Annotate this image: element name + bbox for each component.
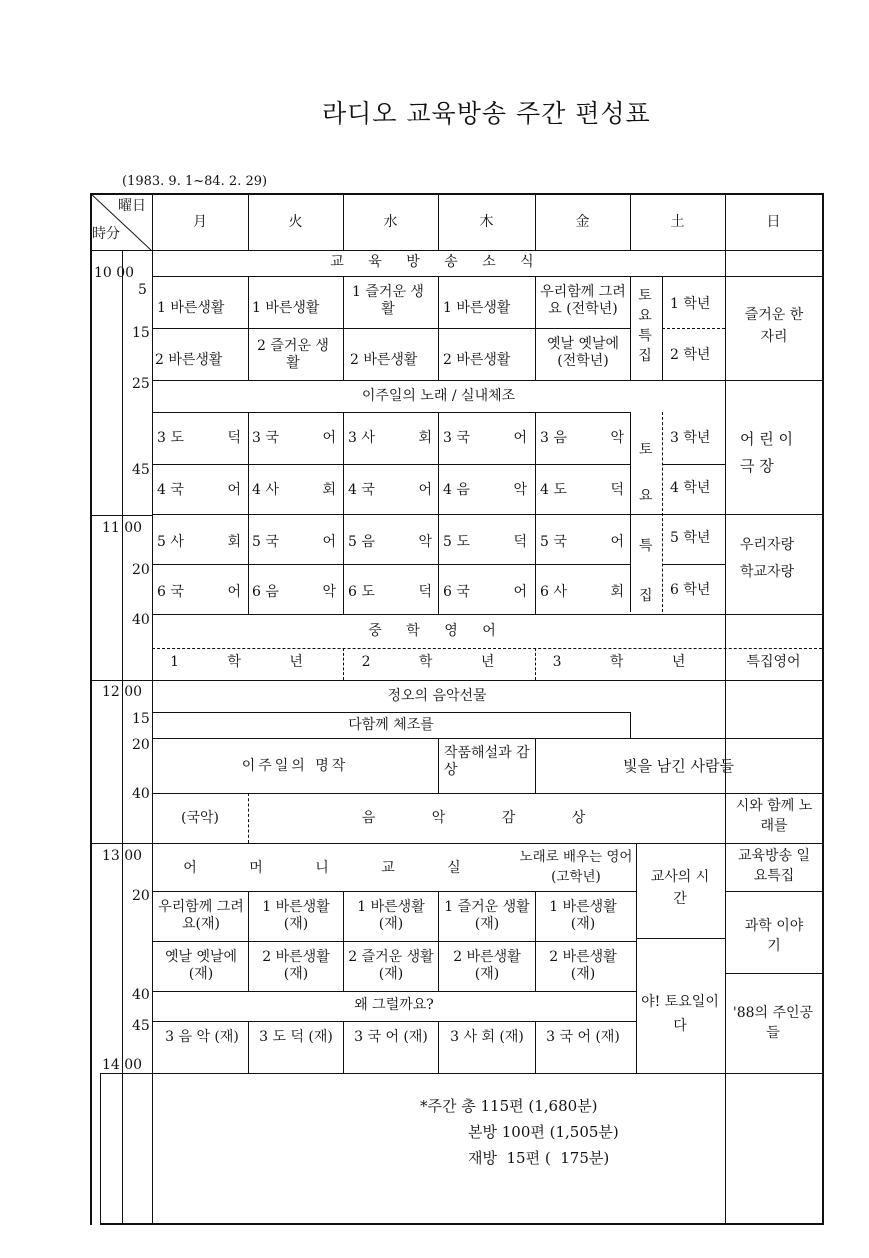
gugak: (국악) — [181, 810, 219, 826]
mon-p2: 2 바른생활 — [155, 352, 223, 368]
grid-line — [630, 712, 631, 738]
sunday-special: 교육방송 일요특집 — [737, 848, 811, 884]
row-line-1320 — [152, 891, 636, 892]
thu-r8: 2 바른생활 (재) — [453, 949, 521, 982]
day-mon: 月 — [193, 214, 207, 230]
exercise-together: 다함께 체조를 — [348, 717, 434, 733]
wed-p5: 5 음 악 — [348, 534, 432, 550]
english-dash-line — [152, 648, 822, 649]
row-line-1015 — [152, 328, 630, 329]
time-20b: 20 — [132, 737, 150, 753]
row-line-1330 — [152, 941, 636, 942]
english-grade3: 3 학 년 — [552, 654, 708, 670]
row-line-1025 — [152, 380, 822, 381]
sat-special-a: 토 요 특 집 — [638, 288, 652, 364]
row-line-1340 — [152, 991, 636, 992]
mon-p1: 1 바른생활 — [157, 300, 225, 316]
tue-r9: 3 도 덕 (재) — [259, 1029, 333, 1045]
sat-grade2: 2 학년 — [670, 347, 711, 363]
mon-p3: 3 도 덕 — [157, 430, 241, 446]
sat-row-line — [662, 464, 725, 465]
time-col-divider — [122, 250, 123, 1224]
fri-p4: 4 도 덕 — [540, 482, 624, 498]
education-news: 교 육 방 송 소 식 — [330, 254, 544, 270]
english-through-songs: 노래로 배우는 영어(고학년) — [519, 849, 633, 885]
sat-row-line — [662, 564, 725, 565]
grid-line — [343, 1021, 344, 1073]
fri-p5: 5 국 어 — [540, 534, 624, 550]
work-commentary: 작품해설과 감상 — [444, 745, 530, 778]
thu-p1: 1 바른생활 — [443, 300, 511, 316]
row-line-sat-1330 — [636, 938, 725, 939]
sat-grade4: 4 학년 — [670, 480, 711, 496]
grid-line — [636, 938, 637, 1073]
page-title: 라디오 교육방송 주간 편성표 — [322, 99, 651, 128]
mon-p6: 6 국 어 — [157, 584, 241, 600]
grid-line — [535, 412, 536, 514]
broadcast-period: (1983. 9. 1~84. 2. 29) — [122, 174, 268, 189]
corner-weekday-label: 曜日 — [118, 198, 146, 214]
grid-line — [343, 412, 344, 514]
time-05: 5 — [138, 282, 147, 298]
weekly-song: 이주일의 노래 / 실내체조 — [361, 388, 516, 404]
thu-p5: 5 도 덕 — [443, 534, 527, 550]
tue-p4: 4 사 회 — [252, 482, 336, 498]
fri-r9: 3 국 어 (재) — [546, 1029, 620, 1045]
thu-p2: 2 바른생활 — [443, 352, 511, 368]
summary-main: 본방 100편 (1,505분) — [468, 1123, 619, 1141]
english-grade2: 2 학 년 — [361, 654, 517, 670]
corner-time-label: 時分 — [92, 226, 120, 242]
day-wed: 水 — [383, 214, 398, 230]
row-line-1140 — [152, 614, 822, 615]
day-sat: 土 — [670, 214, 685, 230]
row-line-1030 — [152, 412, 630, 413]
tue-p6: 6 음 악 — [252, 584, 336, 600]
wed-p4: 4 국 어 — [348, 482, 432, 498]
table-border-bottom — [100, 1223, 823, 1225]
wed-r9: 3 국 어 (재) — [354, 1029, 428, 1045]
time-15: 15 — [132, 325, 150, 341]
special-english: 특집영어 — [746, 654, 801, 670]
fri-p3: 3 음 악 — [540, 430, 624, 446]
poem-and-song: 시와 함께 노래를 — [735, 798, 813, 834]
sat-divider — [662, 328, 725, 329]
sat-grade6: 6 학년 — [670, 582, 711, 598]
mothers-class: 어 머 니 교 실 — [183, 860, 485, 876]
wed-r8: 2 즐거운 생활(재) — [348, 949, 434, 982]
row-line-1215 — [152, 712, 630, 713]
sun-children-theatre-1: 어 린 이 — [740, 430, 794, 448]
thu-p6: 6 국 어 — [443, 584, 527, 600]
time-1200: 12 00 — [102, 684, 143, 700]
header-bottom-line — [90, 250, 823, 251]
grid-line — [248, 1021, 249, 1073]
sat-grade5: 5 학년 — [670, 530, 711, 546]
hey-its-saturday: 야! 토요일이다 — [641, 994, 719, 1034]
weekly-masterpiece: 이주일의 명작 — [241, 758, 349, 774]
wed-p6: 6 도 덕 — [348, 584, 432, 600]
time-40a: 40 — [132, 612, 150, 628]
music-appreciation: 음 악 감 상 — [361, 810, 612, 826]
row-line-1005 — [152, 276, 822, 277]
time-15b: 15 — [132, 711, 150, 727]
sat-grade1: 1 학년 — [670, 296, 711, 312]
sat-dash-divider — [662, 412, 663, 612]
row-line-1240 — [152, 793, 822, 794]
mon-r8: 옛날 옛날에 (재) — [164, 949, 238, 982]
thu-p3: 3 국 어 — [443, 430, 527, 446]
col-line-mon — [152, 193, 153, 1224]
table-border-right — [822, 193, 824, 1225]
time-1300: 13 00 — [102, 848, 143, 864]
time-1100: 11 00 — [102, 520, 143, 536]
col-line-sun-body — [725, 250, 726, 1224]
time-20a: 20 — [132, 562, 150, 578]
table-border-top — [90, 193, 823, 195]
tue-p2: 2 즐거운 생 활 — [257, 338, 329, 371]
grid-line — [438, 412, 439, 514]
fri-p1: 우리함께 그려요 (전학년) — [540, 284, 626, 317]
fri-p2: 옛날 옛날에 (전학년) — [546, 336, 620, 369]
row-line-1120 — [152, 564, 630, 565]
owners-of-88: '88의 주인공들 — [732, 1005, 814, 1041]
row-line-1100 — [152, 514, 822, 515]
mon-r9: 3 음 악 (재) — [165, 1029, 239, 1045]
tue-p1: 1 바른생활 — [252, 300, 320, 316]
row-line-1400 — [100, 1073, 822, 1074]
day-sun: 日 — [766, 214, 781, 230]
row-line-1200 — [90, 680, 823, 681]
time-1400: 14 00 — [102, 1057, 143, 1073]
why-is-that: 왜 그럴까요? — [354, 997, 434, 1013]
grid-line — [248, 412, 249, 514]
thu-r9: 3 사 회 (재) — [450, 1029, 524, 1045]
grid-line — [636, 843, 637, 938]
science-story: 과학 이야기 — [744, 918, 804, 954]
day-tue: 火 — [288, 214, 303, 230]
sun-children-theatre-2: 극 장 — [740, 457, 774, 475]
fri-r7: 1 바른생활 (재) — [549, 899, 617, 932]
tue-p3: 3 국 어 — [252, 430, 336, 446]
noon-music-gift: 정오의 음악선물 — [387, 688, 487, 704]
time-45: 45 — [132, 462, 150, 478]
grid-line — [725, 1073, 726, 1074]
fri-p6: 6 사 회 — [540, 584, 624, 600]
day-fri: 金 — [575, 214, 590, 230]
sat-special-b-1: 토 — [639, 442, 653, 458]
sun-fun-place: 즐거운 한자리 — [744, 307, 804, 345]
people-who-left-light: 빛을 남긴 사람들 — [623, 757, 734, 775]
tue-r8: 2 바른생활 (재) — [262, 949, 330, 982]
thu-r7: 1 즐거운 생활(재) — [444, 899, 530, 932]
thu-p4: 4 음 악 — [443, 482, 527, 498]
wed-p3: 3 사 회 — [348, 430, 432, 446]
sun-our-pride-2: 학교자랑 — [740, 564, 795, 580]
time-40b: 40 — [132, 786, 150, 802]
tue-p5: 5 국 어 — [252, 534, 336, 550]
summary-total: *주간 총 115편 (1,680분) — [420, 1097, 598, 1115]
sat-grade3: 3 학년 — [670, 430, 711, 446]
middle-english: 중 학 영 어 — [368, 623, 506, 639]
sun-our-pride-1: 우리자랑 — [740, 537, 795, 553]
row-line-1220 — [152, 738, 822, 739]
row-line-sun-1340 — [725, 973, 822, 974]
time-20c: 20 — [132, 888, 150, 904]
grid-line — [438, 1021, 439, 1073]
row-line-sun-1320 — [725, 891, 822, 892]
mon-p4: 4 국 어 — [157, 482, 241, 498]
day-thu: 木 — [479, 214, 494, 230]
tue-r7: 1 바른생활 (재) — [262, 899, 330, 932]
mon-p5: 5 사 회 — [157, 534, 241, 550]
sat-special-b-2: 요 — [639, 488, 653, 504]
time-1000: 10 00 — [94, 265, 135, 281]
table-border-left — [90, 193, 92, 1225]
grid-line — [630, 412, 631, 612]
fri-r8: 2 바른생활 (재) — [549, 949, 617, 982]
row-line-1045 — [152, 464, 630, 465]
summary-rerun: 재방 15편 ( 175분) — [468, 1149, 610, 1167]
grid-line — [100, 1073, 101, 1225]
teacher-time: 교사의 시간 — [650, 869, 710, 907]
sat-special-b-3: 특 — [639, 538, 653, 554]
hour-line-11 — [90, 515, 152, 516]
time-40c: 40 — [132, 987, 150, 1003]
grid-line — [535, 1021, 536, 1073]
time-45c: 45 — [132, 1018, 150, 1034]
mon-r7: 우리함께 그려요(재) — [158, 899, 244, 932]
wed-r7: 1 바른생활 (재) — [357, 899, 425, 932]
wed-p1: 1 즐거운 생 활 — [352, 284, 424, 317]
row-line-1345 — [152, 1021, 636, 1022]
wed-p2: 2 바른생활 — [350, 352, 418, 368]
time-25: 25 — [132, 376, 150, 392]
sat-special-b-4: 집 — [639, 588, 653, 604]
row-line-1300 — [90, 843, 823, 844]
english-grade1: 1 학 년 — [170, 654, 325, 670]
grid-line — [630, 276, 631, 380]
grid-line — [438, 738, 439, 793]
